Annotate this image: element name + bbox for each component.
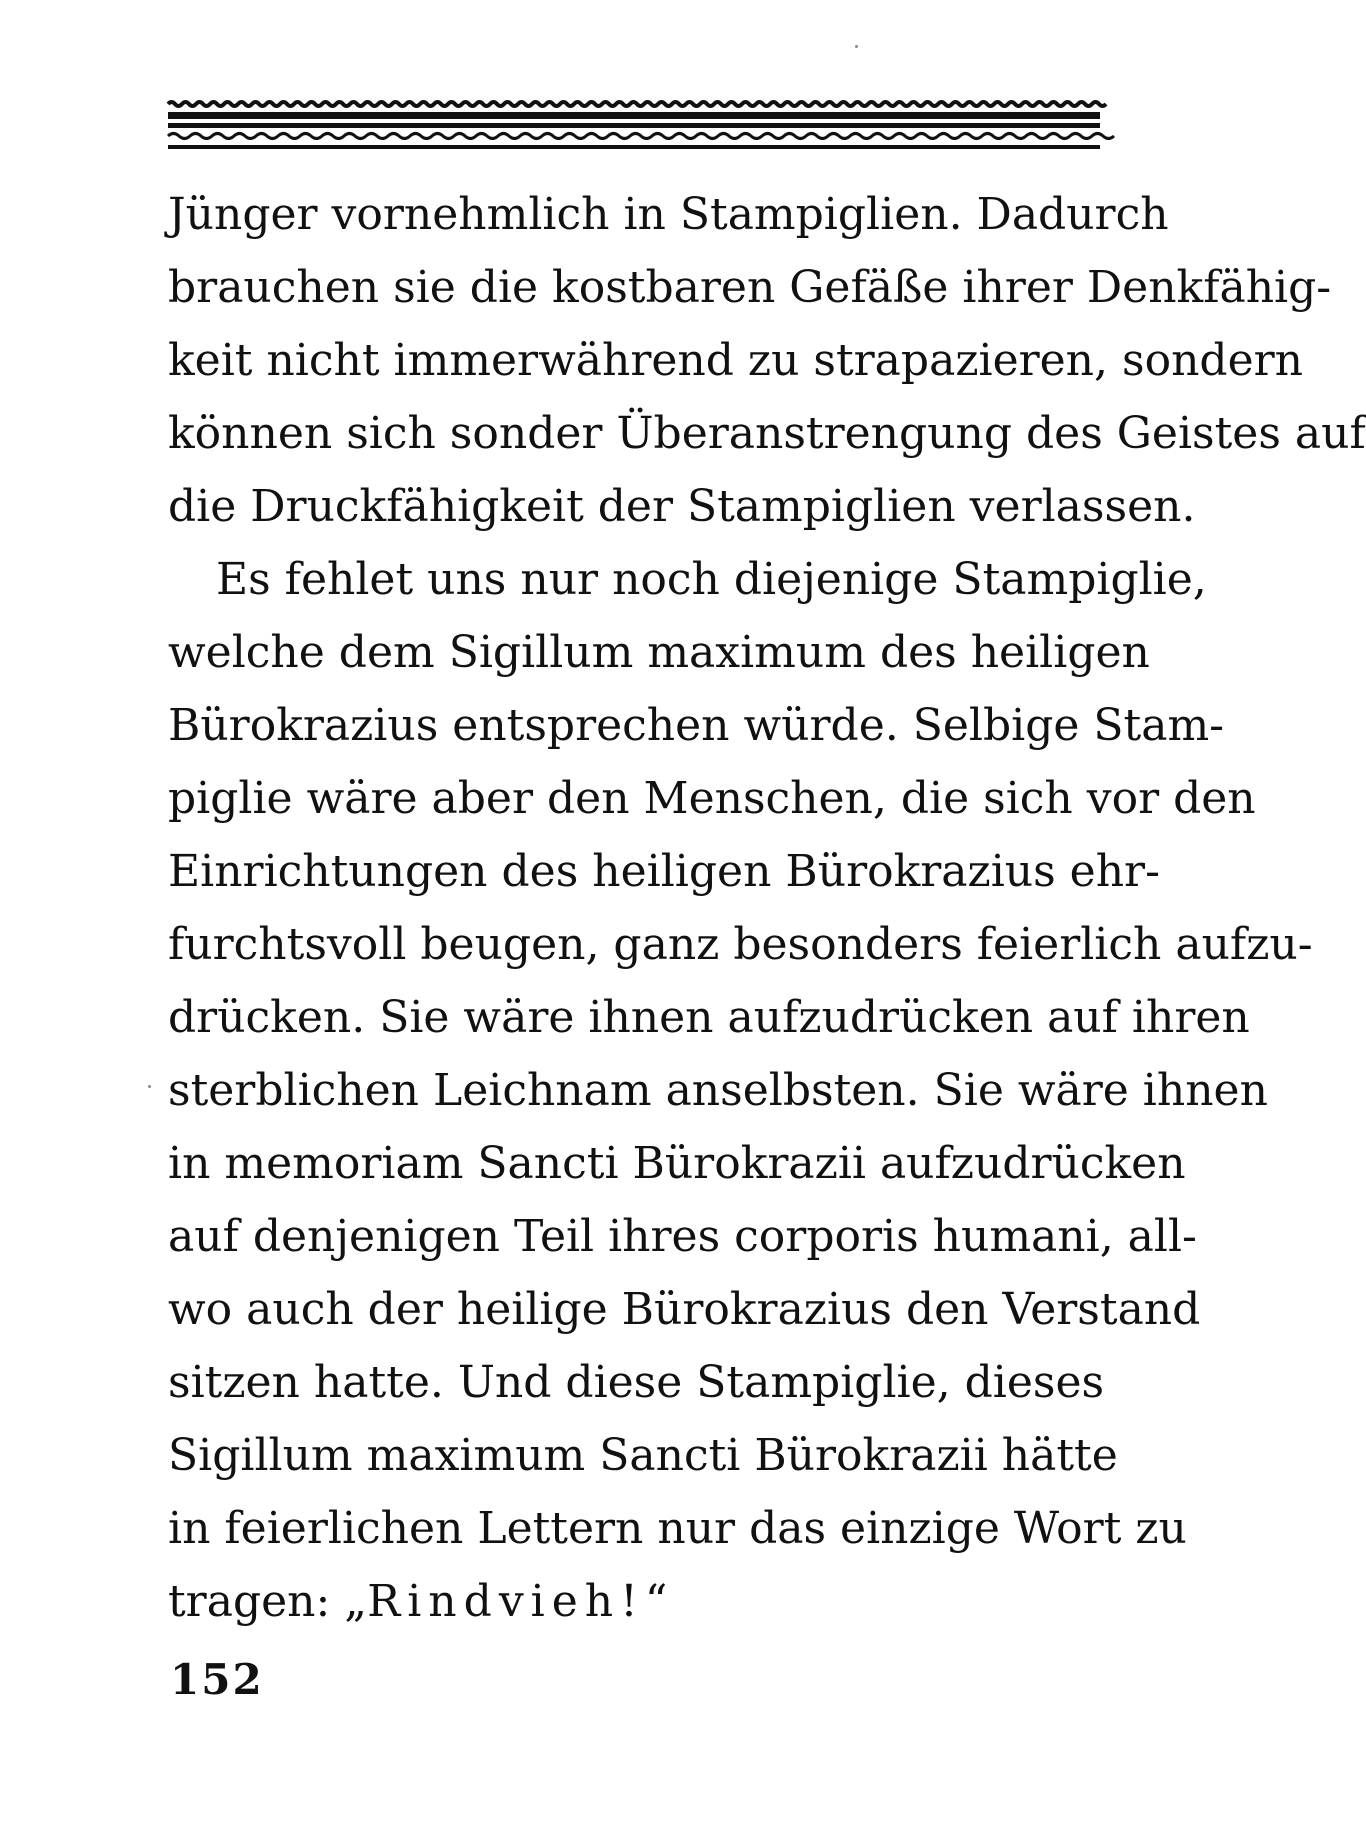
text-line: sitzen hatte. Und diese Stampiglie, dieses	[168, 1357, 1105, 1408]
text-line: in memoriam Sancti Bürokrazii aufzudrücken	[168, 1138, 1186, 1189]
final-line-suffix: “	[644, 1576, 668, 1627]
text-line: brauchen sie die kostbaren Gefäße ihrer Denkfähig-	[168, 262, 1332, 313]
text-line: die Druckfähigkeit der Stampiglien verlassen.	[168, 481, 1196, 532]
text-line: furchtsvoll beugen, ganz besonders feierlich aufzu-	[168, 919, 1313, 970]
text-line: keit nicht immerwährend zu strapazieren, sondern	[168, 335, 1303, 386]
text-line: Bürokrazius entsprechen würde. Selbige Stam-	[168, 700, 1225, 751]
text-line: können sich sonder Überanstrengung des Geistes auf	[168, 408, 1366, 459]
paper-speck	[148, 1085, 151, 1088]
body-text	[168, 178, 1366, 1638]
text-line: Jünger vornehmlich in Stampiglien. Dadurch	[168, 189, 1169, 240]
text-line: piglie wäre aber den Menschen, die sich vor den	[168, 773, 1256, 824]
paper-speck	[855, 45, 858, 48]
final-line-prefix: tragen: „	[168, 1576, 368, 1627]
header-ornament	[168, 98, 1100, 154]
text-line: wo auch der heilige Bürokrazius den Verstand	[168, 1284, 1201, 1335]
text-line: drücken. Sie wäre ihnen aufzudrücken auf ihren	[168, 992, 1250, 1043]
text-line: Es fehlet uns nur noch diejenige Stampiglie,	[216, 554, 1207, 605]
text-line: in feierlichen Lettern nur das einzige Wort zu	[168, 1503, 1187, 1554]
text-line: welche dem Sigillum maximum des heiligen	[168, 627, 1150, 678]
final-text-line	[168, 1565, 1098, 1638]
emphasized-word: Rindvieh!	[367, 1576, 645, 1627]
text-line: auf denjenigen Teil ihres corporis humani, all-	[168, 1211, 1197, 1262]
page-number: 152	[170, 1655, 264, 1704]
text-line: Sigillum maximum Sancti Bürokrazii hätte	[168, 1430, 1118, 1481]
text-line: sterblichen Leichnam anselbsten. Sie wäre ihnen	[168, 1065, 1268, 1116]
text-line: Einrichtungen des heiligen Bürokrazius ehr-	[168, 846, 1160, 897]
